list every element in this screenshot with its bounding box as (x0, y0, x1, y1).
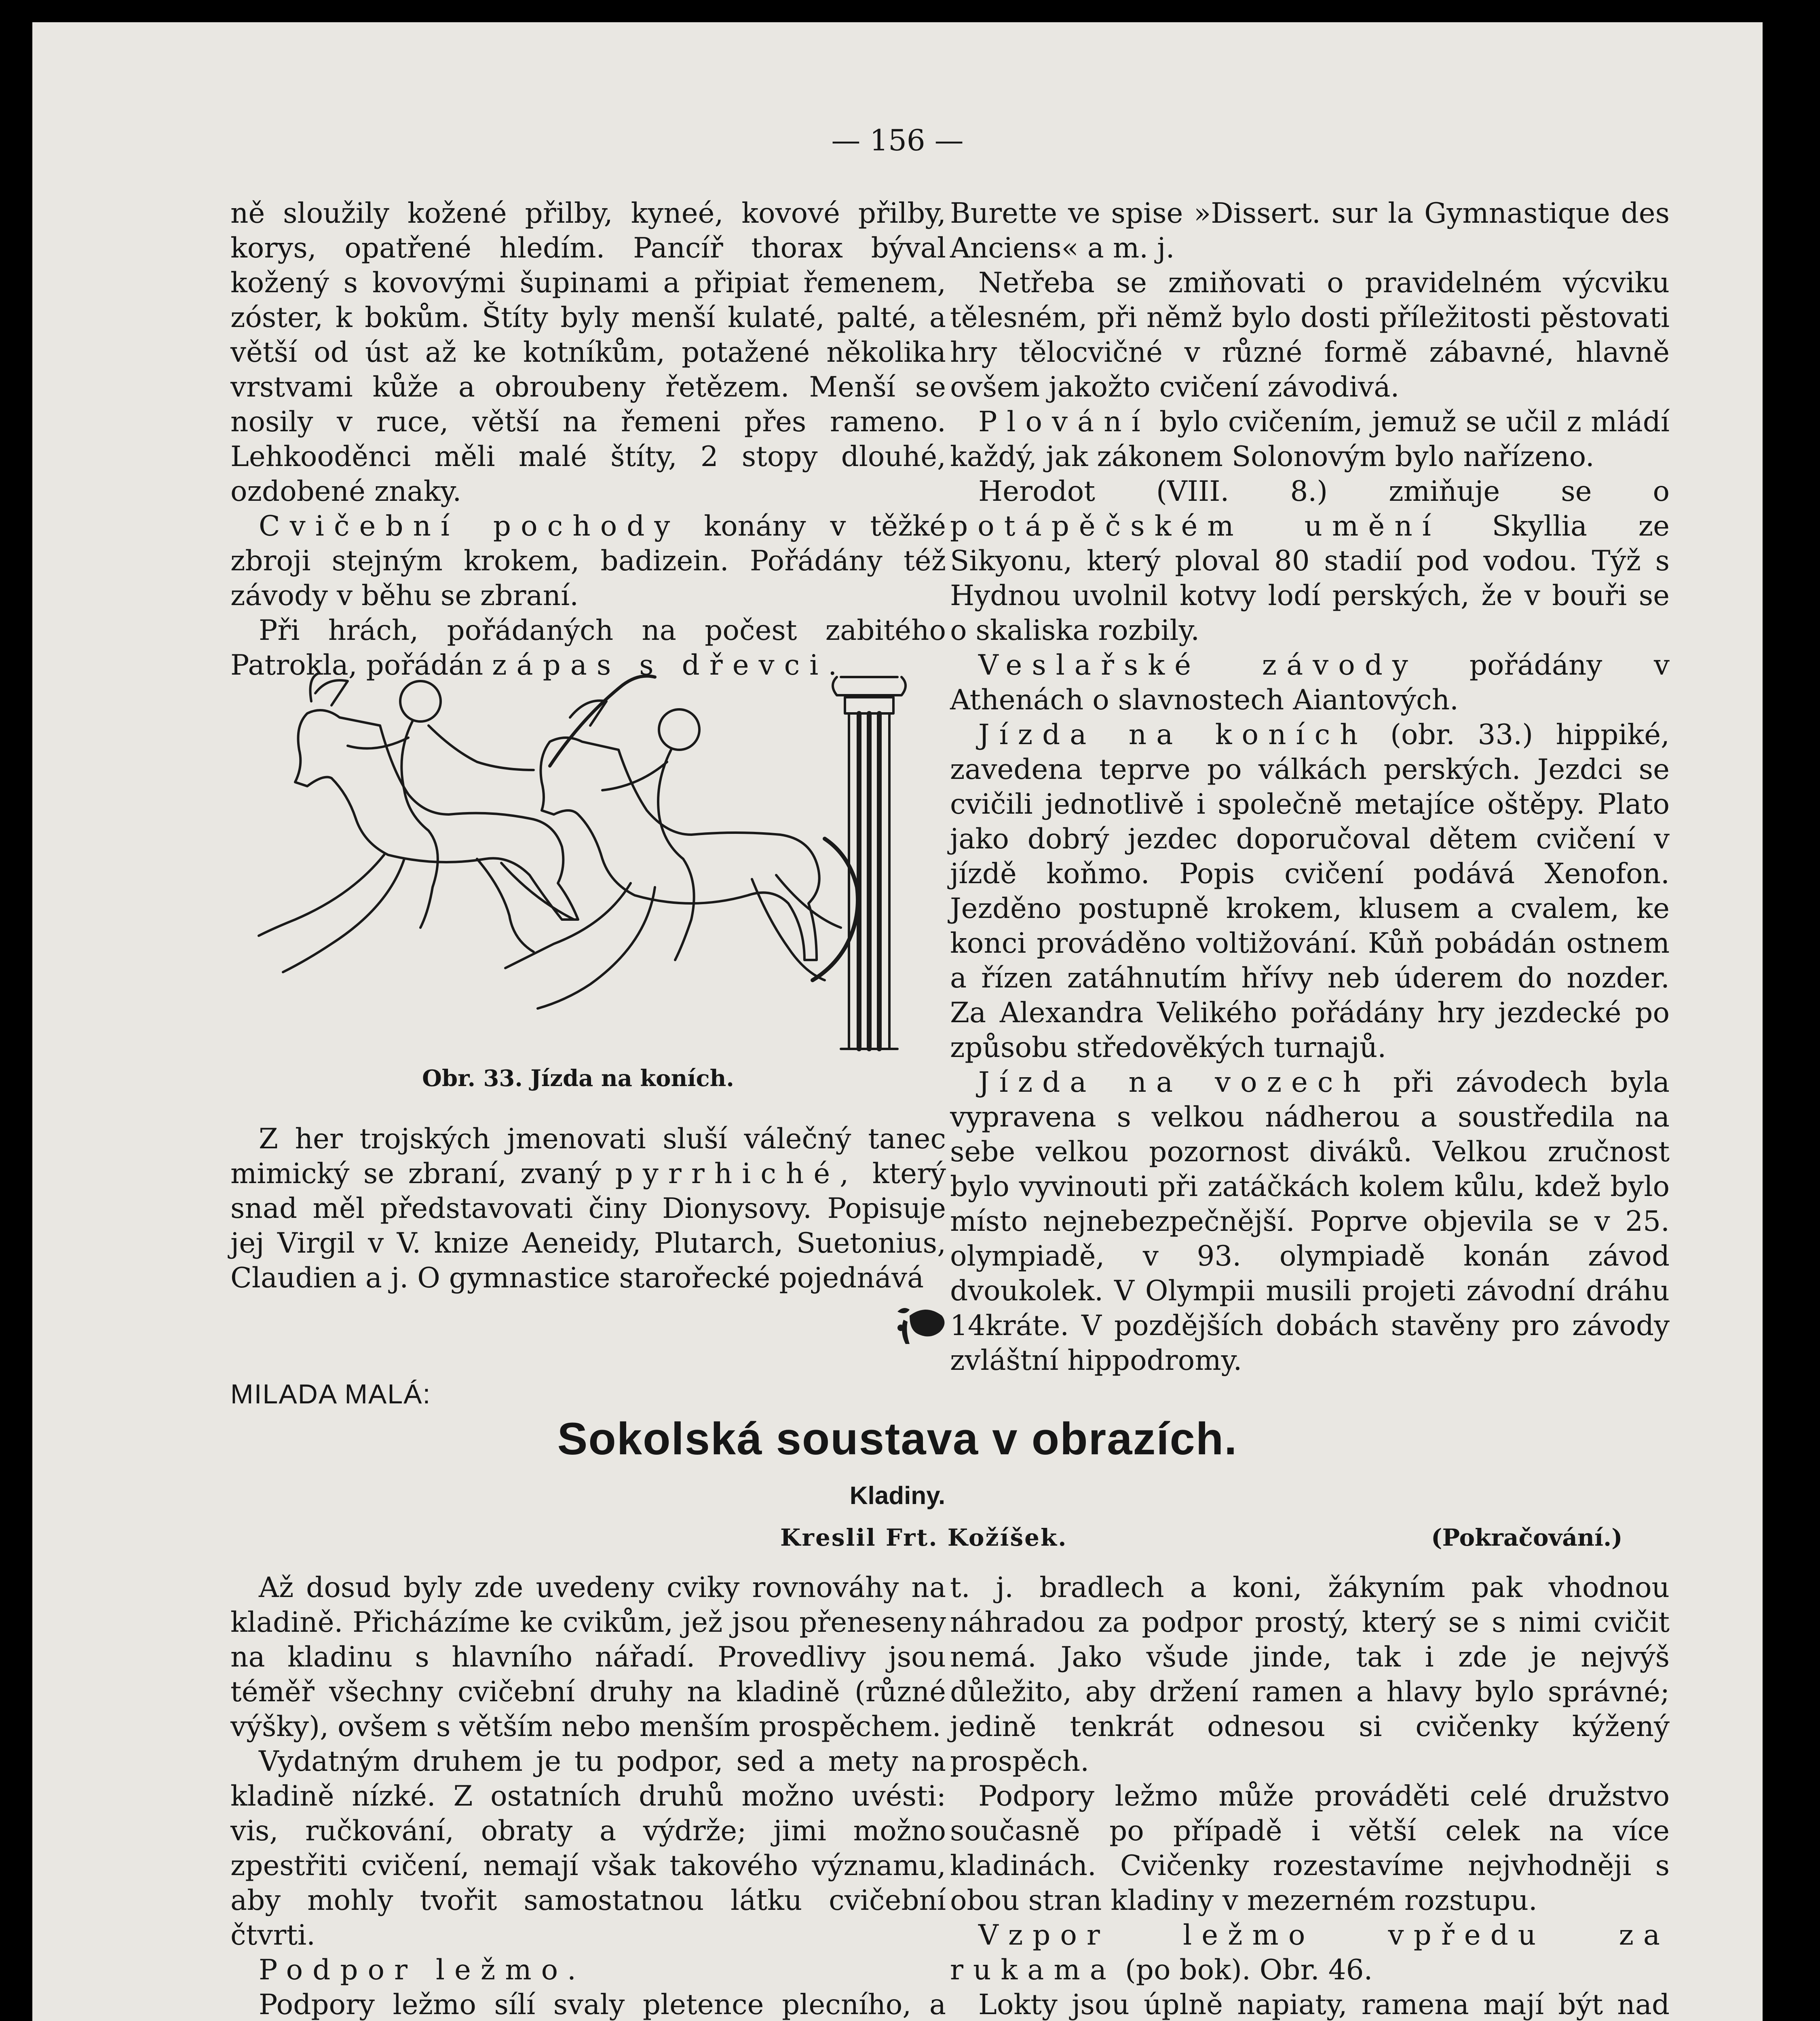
paragraph: Burette ve spise »Dissert. sur la Gymnastique des Anciens« a m. j. (950, 197, 1670, 264)
paragraph-text: při závodech byla vypravena s velkou nádherou a soustředila na sebe velkou pozornost diváků. Velkou zručnost bylo vyvinouti při zatáčkách kolem kůlu, kdež bylo místo nejnebezpečnější. Poprve objevila se v 25. olympiadě, v 93. olympiadě konán závod dvoukolek. V Olympii musili projeti závodní dráhu 14kráte. V pozdějších dobách stavěny pro závody zvláštní hippodromy. (950, 1066, 1670, 1377)
continued-note: (Pokračování.) (1431, 1524, 1623, 1551)
paragraph: Až dosud byly zde uvedeny cviky rovnováhy na kladině. Přicházíme ke cvikům, jež jsou přeneseny na kladinu s hlavního nářadí. Provedlivy jsou téměř všechny cvičební druhy na kladině (různé výšky), ovšem s větším nebo menším prospěchem. (230, 1572, 946, 1743)
spaced-term: pyrrhiché, (615, 1158, 859, 1190)
figure-caption: Obr. 33. Jízda na koních. (422, 1065, 734, 1092)
spaced-term: Vzpor ležmo vpředu za rukama (950, 1919, 1670, 1986)
paragraph (950, 405, 1670, 474)
spaced-term: Jízda na koních (978, 719, 1368, 751)
paragraph-text: Herodot (VIII. 8.) zmiňuje se o (978, 475, 1670, 508)
paragraph-text: (obr. 33.) hippiké, zavedena teprve po válkách perských. Jezdci se cvičili jednotlivě i společně metajíce oštěpy. Plato jako dobrý jezdec doporučoval dětem cvičení v jízdě koňmo. Popis cvičení podává Xenofon. Jezděno postupně krokem, klusem a cvalem, ke konci prováděno voltižování. Kůň pobádán ostnem a řízen zatáhnutím hřívy neb úderem do nozder. Za Alexandra Velikého pořádány hry jezdecké po způsobu středověkých turnajů. (950, 719, 1670, 1064)
paragraph (950, 1065, 1670, 1378)
paragraph-text: bylo cvičením, jemuž se učil z mládí každý, jak zákonem Solonovým bylo nařízeno. (950, 406, 1670, 473)
paragraph: t. j. bradlech a koni, žákyním pak vhodnou náhradou za podpor prostý, který se s nimi cvičit nemá. Jako všude jinde, tak i zde je nejvýš důležito, aby držení ramen a hlavy bylo správné; jedině tenkrát odnesou si cvičenky kýžený prospěch. (950, 1572, 1670, 1778)
bird-ornament-icon (885, 1304, 950, 1352)
paragraph: ně sloužily kožené přilby, kyneé, kovové přilby, korys, opatřené hledím. Pancíř thorax býval kožený s kovovými šupinami a připiat řemenem, zóster, k bokům. Štíty byly menší kulaté, palté, a větší od úst až ke kotníkům, potažené několika vrstvami kůže a obroubeny řetězem. Menší se nosily v ruce, větší na řemeni přes rameno. Lehkooděnci měli malé štíty, 2 stopy dlouhé, ozdobené znaky. (230, 197, 946, 508)
article-title: Sokolská soustava v obrazích. (557, 1413, 1238, 1464)
spaced-term: Cvičební pochody (259, 510, 680, 542)
paragraph (230, 1953, 946, 1987)
paragraph (950, 648, 1670, 717)
paragraph (230, 1122, 946, 1295)
spaced-term: Veslařské závody (978, 649, 1418, 681)
paragraph (950, 1918, 1670, 1987)
illustration-credit: Kreslil Frt. Kožíšek. (780, 1524, 1068, 1551)
paragraph (230, 509, 946, 613)
paragraph: Netřeba se zmiňovati o pravidelném výcviku tělesném, při němž bylo dosti příležitosti pěstovati hry tělocvičné v různé formě zábavné, hlavně ovšem jakožto cvičení závodivá. (950, 267, 1670, 403)
page-number: — 156 — (831, 123, 964, 157)
paragraph (950, 717, 1670, 1065)
spaced-term: potápěčském umění (950, 510, 1441, 542)
paragraph-text: Při hrách, pořádaných na počest zabitého Patrokla, pořádán (230, 614, 946, 681)
ornament-icon (885, 1304, 950, 1352)
left-column-bottom (230, 1570, 946, 2021)
paragraph: Podpory ležmo sílí svaly pletence plecního, a (259, 1989, 946, 2021)
left-column-mid (230, 1122, 946, 1295)
paragraph-text: Skyllia ze Sikyonu, který ploval 80 stadií pod vodou. Týž s Hydnou uvolnil kotvy lodí perských, že v bouři se o skaliska rozbily. (950, 510, 1670, 647)
spaced-term: Plování (978, 406, 1150, 438)
right-column-top (950, 196, 1670, 1378)
horse-riders-illustration (194, 669, 962, 1073)
article-subtitle: Kladiny. (849, 1482, 946, 1510)
paragraph (950, 474, 1670, 648)
paragraph: Podpory ležmo může prováděti celé družstvo současně po případě i větší celek na více kladinách. Cvičenky rozestavíme nejvhodněji s obou stran kladiny v mezerném rozstupu. (950, 1780, 1670, 1917)
paragraph-text: konány v těžké zbroji stejným krokem, badizein. Pořádány též závody v běhu se zbraní. (230, 510, 946, 612)
right-column-bottom (950, 1570, 1670, 2021)
article-author: MILADA MALÁ: (230, 1379, 431, 1409)
figure-horse-riders (194, 669, 962, 1073)
paper-sheet (32, 22, 1763, 2021)
paragraph-text: (po bok). Obr. 46. (1116, 1954, 1373, 1986)
spaced-term: zápas s dřevci. (492, 649, 847, 681)
paragraph-text: který snad měl představovati činy Dionysovy. Popisuje jej Virgil v V. knize Aeneidy, Plutarch, Suetonius, Claudien a j. O gymnastice starořecké pojednává (230, 1158, 946, 1294)
paragraph: Lokty jsou úplně napiaty, ramena mají být nad (978, 1989, 1670, 2021)
paragraph: Vydatným druhem je tu podpor, sed a mety na kladině nízké. Z ostatních druhů možno uvésti: vis, ručkování, obraty a výdrže; jimi možno zpestřiti cvičení, nemají však takového významu, aby mohly tvořit samostatnou látku cvičební čtvrti. (230, 1745, 946, 1951)
paragraph-text: pořádány v Athenách o slavnostech Aiantových. (950, 649, 1670, 716)
spaced-term: Podpor ležmo. (259, 1954, 586, 1986)
paragraph-text: Z her trojských jmenovati sluší válečný tanec mimický se zbraní, zvaný (230, 1123, 946, 1190)
spaced-term: Jízda na vozech (978, 1066, 1370, 1099)
left-column-top (230, 196, 946, 683)
